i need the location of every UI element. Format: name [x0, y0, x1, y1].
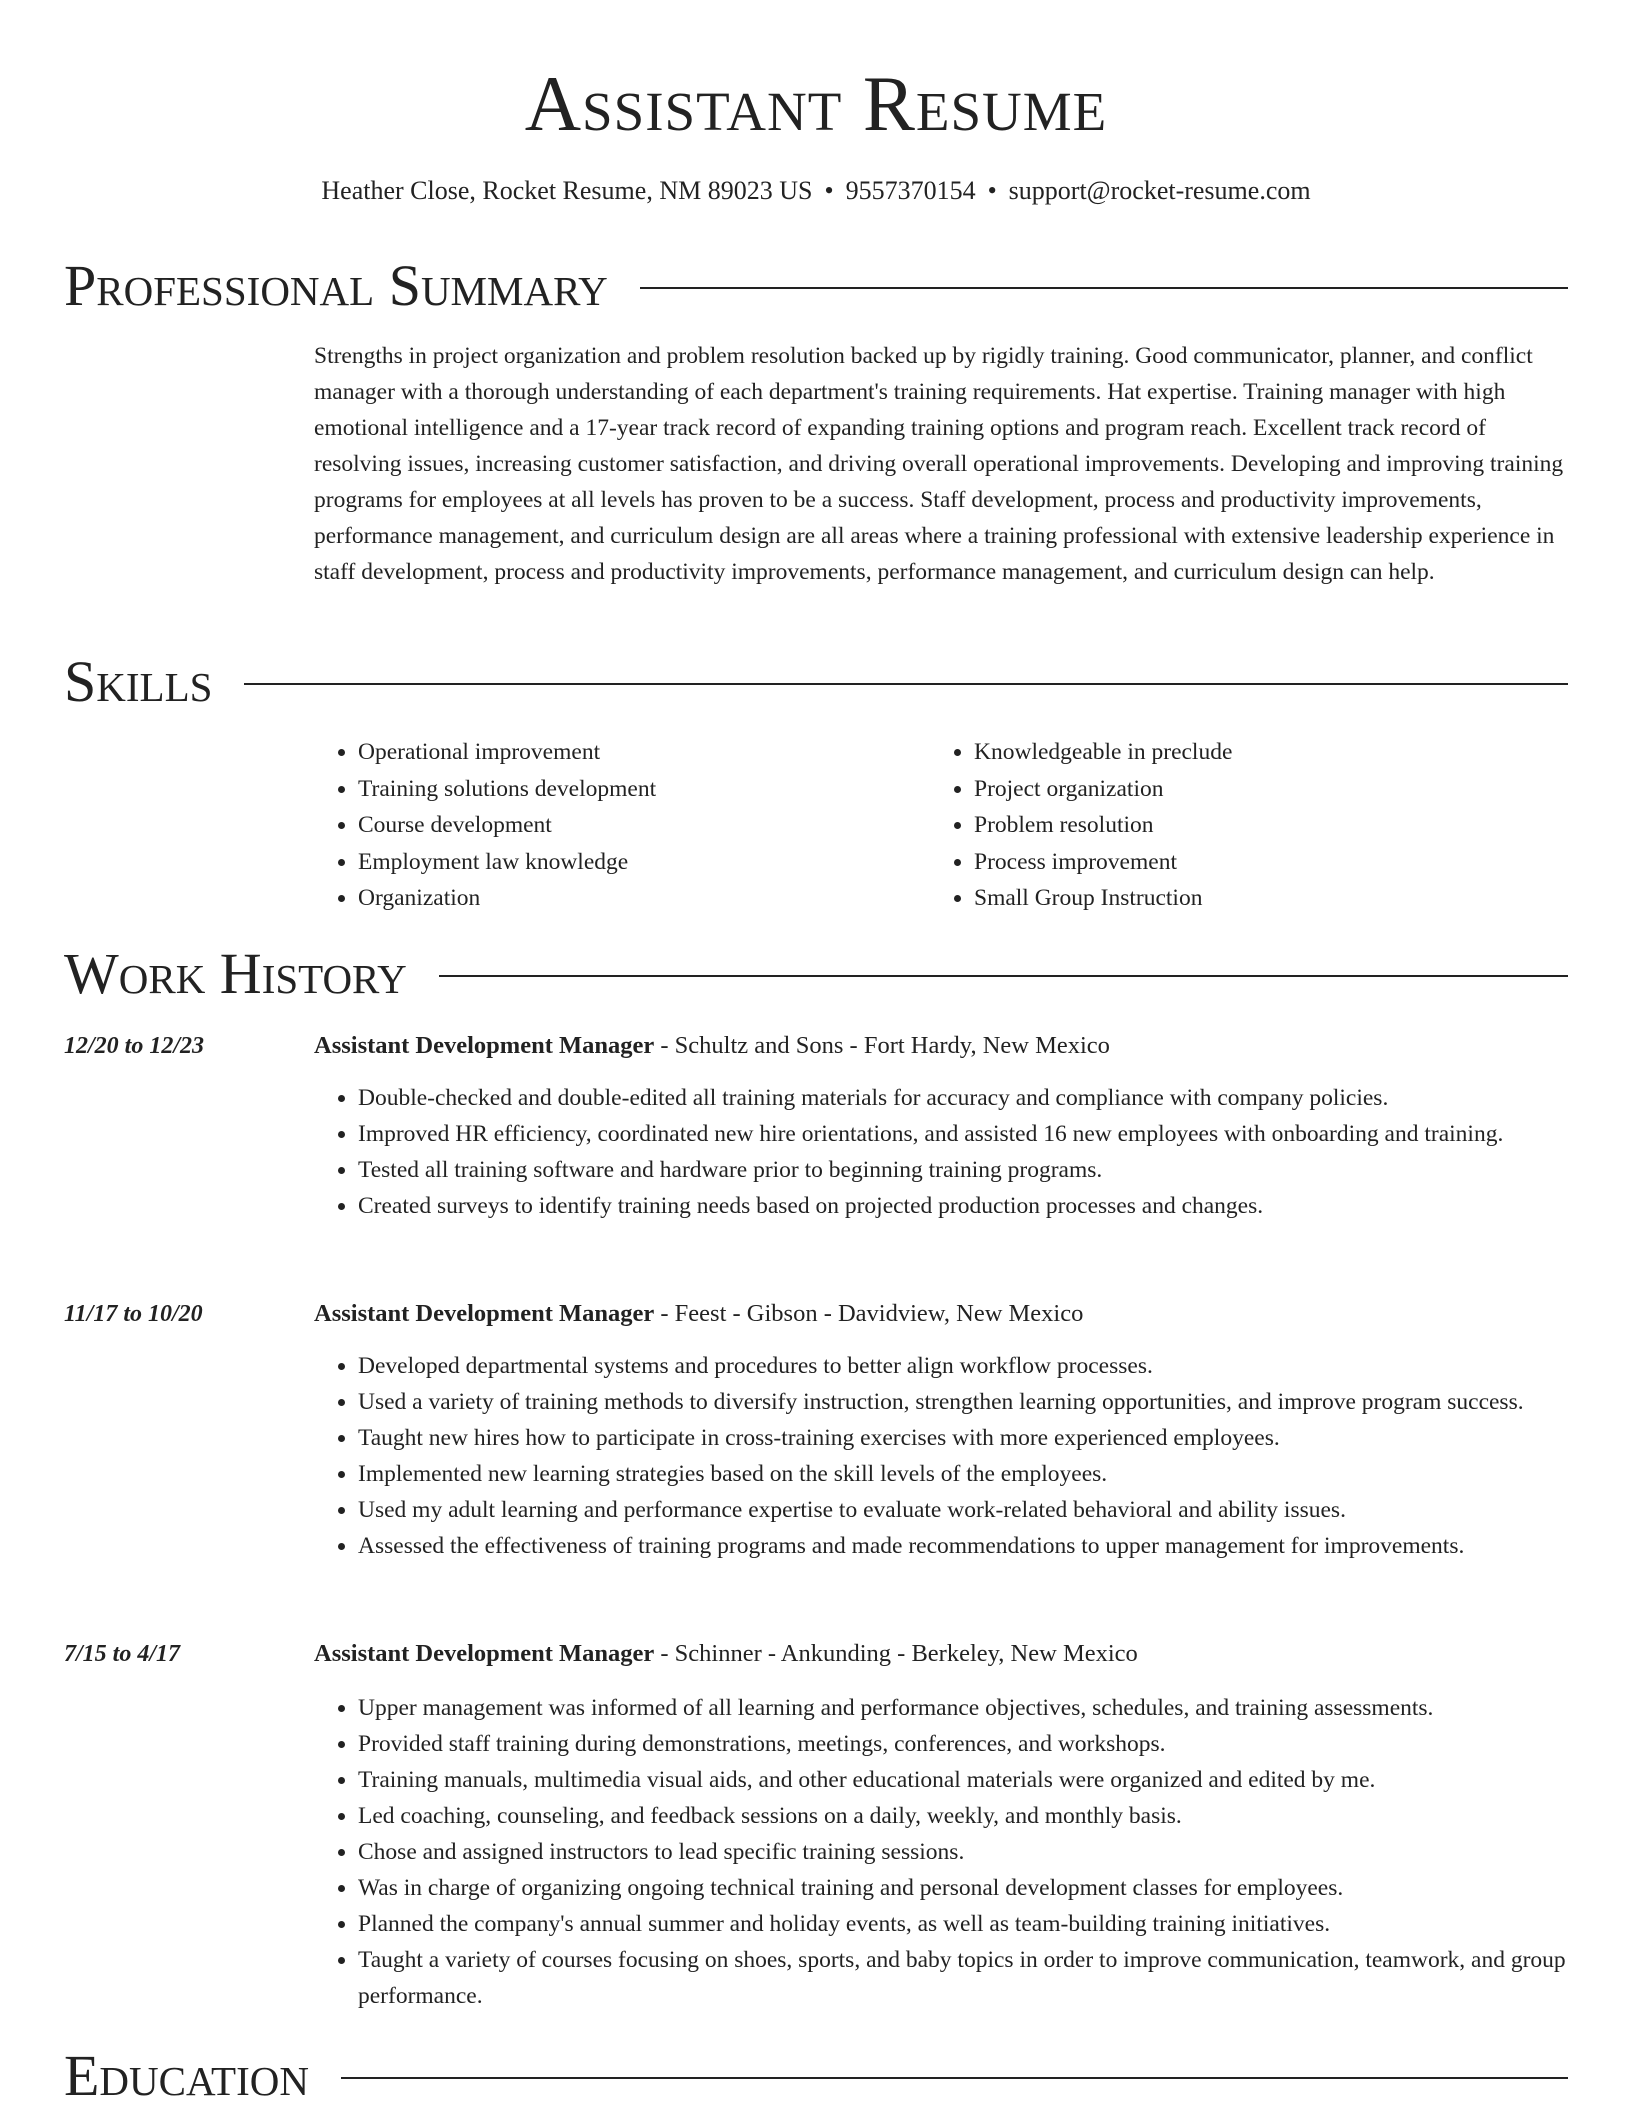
job-bullet: • Used a variety of training methods to diversify instruction, strengthen learning opportunities, and improve program success.: [358, 1384, 1568, 1420]
section-divider: [439, 975, 1568, 977]
job-heading: [314, 1296, 1568, 1332]
contact-phone: 9557370154: [845, 176, 976, 205]
job-bullet: • Assessed the effectiveness of training programs and made recommendations to upper management for improvements.: [358, 1528, 1568, 1564]
job-title: Assistant Development Manager: [314, 1640, 655, 1667]
job-bullet: • Used my adult learning and performance expertise to evaluate work-related behavioral and ability issues.: [358, 1492, 1568, 1528]
job-bullet: • Training manuals, multimedia visual aids, and other educational materials were organized and edited by me.: [358, 1762, 1568, 1798]
job-heading: [314, 1028, 1568, 1064]
section-divider: [640, 287, 1568, 289]
job-employer: - Schultz and Sons - Fort Hardy, New Mexico: [654, 1032, 1110, 1059]
job-bullets: [314, 1080, 1568, 1224]
job-title: Assistant Development Manager: [314, 1032, 655, 1059]
section-title-education: Education: [64, 2043, 309, 2108]
job-bullet: • Planned the company's annual summer and holiday events, as well as team-building training initiatives.: [358, 1906, 1568, 1942]
section-title-skills: Skills: [64, 649, 213, 714]
skill-item: • Knowledgeable in preclude: [974, 734, 1546, 771]
job-bullet: • Was in charge of organizing ongoing technical training and personal development classes for employees.: [358, 1870, 1568, 1906]
skill-item: • Organization: [358, 880, 930, 917]
section-title-work-history: Work History: [64, 941, 407, 1006]
job-bullet: • Chose and assigned instructors to lead specific training sessions.: [358, 1834, 1568, 1870]
section-divider: [244, 683, 1568, 685]
section-work-history: [64, 942, 1568, 1006]
job-bullet: • Improved HR efficiency, coordinated new hire orientations, and assisted 16 new employees with onboarding and training.: [358, 1116, 1568, 1152]
skill-item: • Training solutions development: [358, 771, 930, 808]
skill-item: • Course development: [358, 807, 930, 844]
resume-name: Assistant Resume: [524, 60, 1108, 147]
job-bullets: [314, 1690, 1568, 2014]
job-employer: - Schinner - Ankunding - Berkeley, New Mexico: [654, 1640, 1138, 1667]
job-bullet: • Developed departmental systems and procedures to better align workflow processes.: [358, 1348, 1568, 1384]
job-bullet: • Double-checked and double-edited all training materials for accuracy and compliance with company policies.: [358, 1080, 1568, 1116]
summary-text: Strengths in project organization and problem resolution backed up by rigidly training. Good communicator, planner, and conflict manager with a thorough understanding of each department's training requirements. Hat expertise. Training manager with high emotional intelligence and a 17-year track record of expanding training options and program reach. Excellent track record of resolving issues, increasing customer satisfaction, and driving overall operational improvements. Developing and improving training programs for employees at all levels has proven to be a success. Staff development, process and productivity improvements, performance management, and curriculum design are all areas where a training professional with extensive leadership experience in staff development, process and productivity improvements, performance management, and curriculum design can help.: [314, 343, 1564, 585]
section-professional-summary: [64, 254, 1568, 318]
job-dates: 12/20 to 12/23: [64, 1033, 205, 1059]
contact-separator: •: [824, 176, 834, 205]
contact-separator: •: [987, 176, 997, 205]
skill-item: • Small Group Instruction: [974, 880, 1546, 917]
skills-column-right: [930, 734, 1546, 917]
job-bullet: • Provided staff training during demonstrations, meetings, conferences, and workshops.: [358, 1726, 1568, 1762]
contact-email: support@rocket-resume.com: [1008, 176, 1311, 205]
skill-item: • Employment law knowledge: [358, 844, 930, 881]
job-bullet: • Implemented new learning strategies based on the skill levels of the employees.: [358, 1456, 1568, 1492]
section-education: [64, 2044, 1568, 2108]
job-title: Assistant Development Manager: [314, 1300, 655, 1327]
skills-list: [314, 734, 1568, 917]
section-skills: [64, 650, 1568, 714]
job-bullet: • Tested all training software and hardware prior to beginning training programs.: [358, 1152, 1568, 1188]
job-employer: - Feest - Gibson - Davidview, New Mexico: [654, 1300, 1084, 1327]
job-bullet: • Led coaching, counseling, and feedback sessions on a daily, weekly, and monthly basis.: [358, 1798, 1568, 1834]
job-bullet: • Taught a variety of courses focusing on shoes, sports, and baby topics in order to improve communication, teamwork, and group performance.: [358, 1942, 1568, 2014]
section-title-summary: Professional Summary: [64, 253, 608, 318]
contact-line: [64, 172, 1568, 210]
skills-column-left: [314, 734, 930, 917]
job-bullets: [314, 1348, 1568, 1564]
contact-address: Heather Close, Rocket Resume, NM 89023 US: [321, 176, 813, 205]
job-dates: 7/15 to 4/17: [64, 1641, 181, 1667]
skill-item: • Operational improvement: [358, 734, 930, 771]
job-bullet: • Upper management was informed of all learning and performance objectives, schedules, and training assessments.: [358, 1690, 1568, 1726]
job-bullet: • Created surveys to identify training needs based on projected production processes and changes.: [358, 1188, 1568, 1224]
skill-item: • Problem resolution: [974, 807, 1546, 844]
skill-item: • Project organization: [974, 771, 1546, 808]
job-heading: [314, 1636, 1568, 1672]
job-dates: 11/17 to 10/20: [64, 1301, 203, 1327]
job-bullet: • Taught new hires how to participate in cross-training exercises with more experienced employees.: [358, 1420, 1568, 1456]
section-divider: [341, 2077, 1568, 2079]
skill-item: • Process improvement: [974, 844, 1546, 881]
